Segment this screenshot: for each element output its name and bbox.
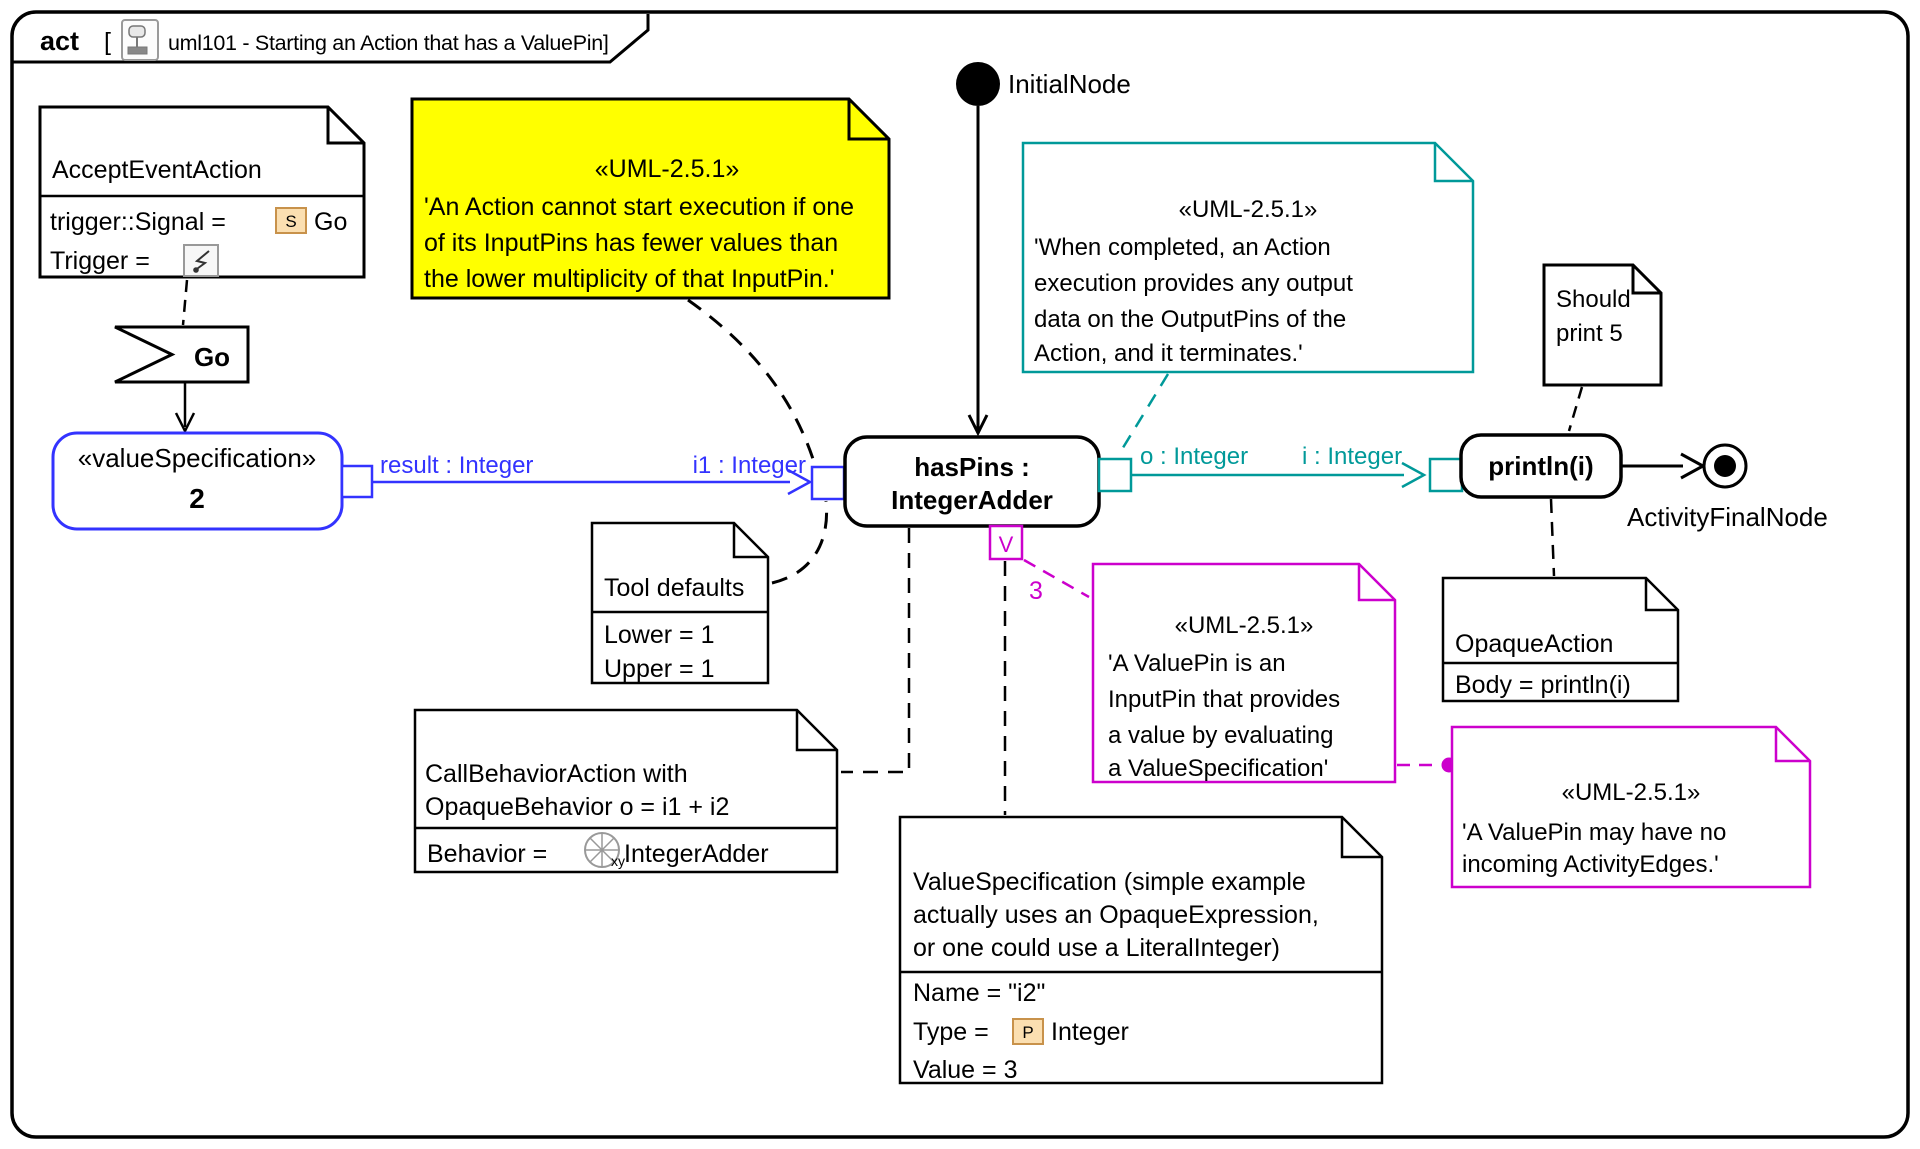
- trigger-icon: [184, 245, 218, 276]
- note-line: 'An Action cannot start execution if one: [424, 193, 855, 221]
- note-line: data on the OutputPins of the: [1034, 306, 1347, 333]
- note-line: a value by evaluating: [1108, 722, 1334, 749]
- note-stereotype: «UML-2.5.1»: [594, 155, 740, 183]
- output-pin-result[interactable]: [342, 466, 372, 497]
- note-name-line: Name = "i2": [913, 979, 1046, 1007]
- note-line: the lower multiplicity of that InputPin.': [424, 265, 835, 293]
- note-line: actually uses an OpaqueExpression,: [913, 901, 1319, 929]
- note-title: OpaqueAction: [1455, 630, 1614, 658]
- println-action[interactable]: [1461, 435, 1621, 497]
- svg-text:P: P: [1022, 1023, 1034, 1042]
- note-title: Tool defaults: [604, 574, 745, 602]
- input-pin-i[interactable]: [1430, 459, 1462, 491]
- final-node-label: ActivityFinalNode: [1627, 502, 1828, 532]
- svg-text:S: S: [285, 212, 297, 231]
- svg-text:xy: xy: [611, 853, 625, 869]
- note-stereotype: «UML-2.5.1»: [1561, 779, 1701, 806]
- tool-defaults-note[interactable]: [592, 523, 768, 683]
- uml-note-yellow[interactable]: [412, 99, 889, 298]
- uml-note-valuepin-def[interactable]: [1093, 564, 1395, 782]
- activity-diagram-icon: [122, 20, 158, 60]
- uml-note-when-completed[interactable]: [1023, 143, 1473, 372]
- value-specification-action[interactable]: [53, 433, 372, 529]
- frame-keyword: act: [40, 26, 80, 56]
- note-body: Body = println(i): [1455, 671, 1631, 699]
- input-pin-i1[interactable]: [812, 467, 844, 499]
- note-stereotype: «UML-2.5.1»: [1174, 612, 1314, 639]
- note-line: 'When completed, an Action: [1034, 234, 1331, 261]
- trigger-signal-value: Go: [314, 208, 348, 236]
- note-line: OpaqueBehavior o = i1 + i2: [425, 793, 730, 821]
- signal-icon: [276, 208, 306, 233]
- frame-bracket: [: [104, 28, 111, 56]
- edge-label-o: o : Integer: [1140, 443, 1249, 470]
- value-pin-multiplicity: 3: [1029, 577, 1043, 605]
- edge-label-result: result : Integer: [380, 452, 534, 479]
- note-line: a ValueSpecification': [1108, 755, 1329, 782]
- note-line: Lower = 1: [604, 621, 715, 649]
- note-line: Should: [1556, 286, 1631, 313]
- note-type-label: Type =: [913, 1018, 989, 1046]
- note-line: ValueSpecification (simple example: [913, 868, 1306, 896]
- note-line: incoming ActivityEdges.': [1462, 851, 1719, 878]
- uml-note-valuepin-edges[interactable]: [1452, 727, 1810, 887]
- note-value-line: Value = 3: [913, 1056, 1018, 1084]
- edge-label-i1: i1 : Integer: [692, 452, 806, 479]
- initial-node-label: InitialNode: [1008, 69, 1131, 99]
- value-pin-letter: V: [998, 532, 1014, 557]
- opaque-action-note[interactable]: [1443, 578, 1678, 701]
- edge-label-i: i : Integer: [1302, 443, 1403, 470]
- note-stereotype: «UML-2.5.1»: [1178, 196, 1318, 223]
- value-specification-note[interactable]: [900, 817, 1382, 1084]
- accept-event-action-note[interactable]: [40, 107, 364, 277]
- value-spec-stereotype: «valueSpecification»: [77, 443, 317, 473]
- output-pin-o[interactable]: [1099, 459, 1131, 491]
- trigger-signal-label: trigger::Signal =: [50, 208, 226, 236]
- go-signal-label: Go: [193, 342, 231, 372]
- note-line: or one could use a LiteralInteger): [913, 934, 1280, 962]
- frame-title: uml101 - Starting an Action that has a ValuePin]: [168, 31, 609, 55]
- trigger-label: Trigger =: [50, 247, 150, 275]
- note-line: InputPin that provides: [1108, 686, 1341, 713]
- has-pins-action[interactable]: [845, 437, 1099, 526]
- behavior-value: IntegerAdder: [624, 840, 769, 868]
- note-line: execution provides any output: [1034, 270, 1353, 297]
- note-line: CallBehaviorAction with: [425, 760, 688, 788]
- println-label: println(i): [1488, 451, 1594, 481]
- accept-event-title: AcceptEventAction: [52, 156, 262, 184]
- call-behavior-note[interactable]: [415, 710, 837, 872]
- note-type-value: Integer: [1051, 1018, 1129, 1046]
- has-pins-name-2: IntegerAdder: [891, 485, 1053, 515]
- should-print-note[interactable]: [1544, 265, 1661, 385]
- behavior-label: Behavior =: [427, 840, 548, 868]
- note-line: of its InputPins has fewer values than: [424, 229, 839, 257]
- note-line: print 5: [1556, 320, 1623, 347]
- note-line: Action, and it terminates.': [1034, 340, 1303, 367]
- value-spec-value: 2: [189, 483, 205, 514]
- note-line: 'A ValuePin may have no: [1462, 819, 1727, 846]
- value-pin[interactable]: [990, 526, 1022, 559]
- has-pins-name-1: hasPins :: [914, 452, 1030, 482]
- note-line: 'A ValuePin is an: [1108, 650, 1286, 677]
- note-line: Upper = 1: [604, 655, 715, 683]
- primitive-type-icon: [1013, 1019, 1043, 1044]
